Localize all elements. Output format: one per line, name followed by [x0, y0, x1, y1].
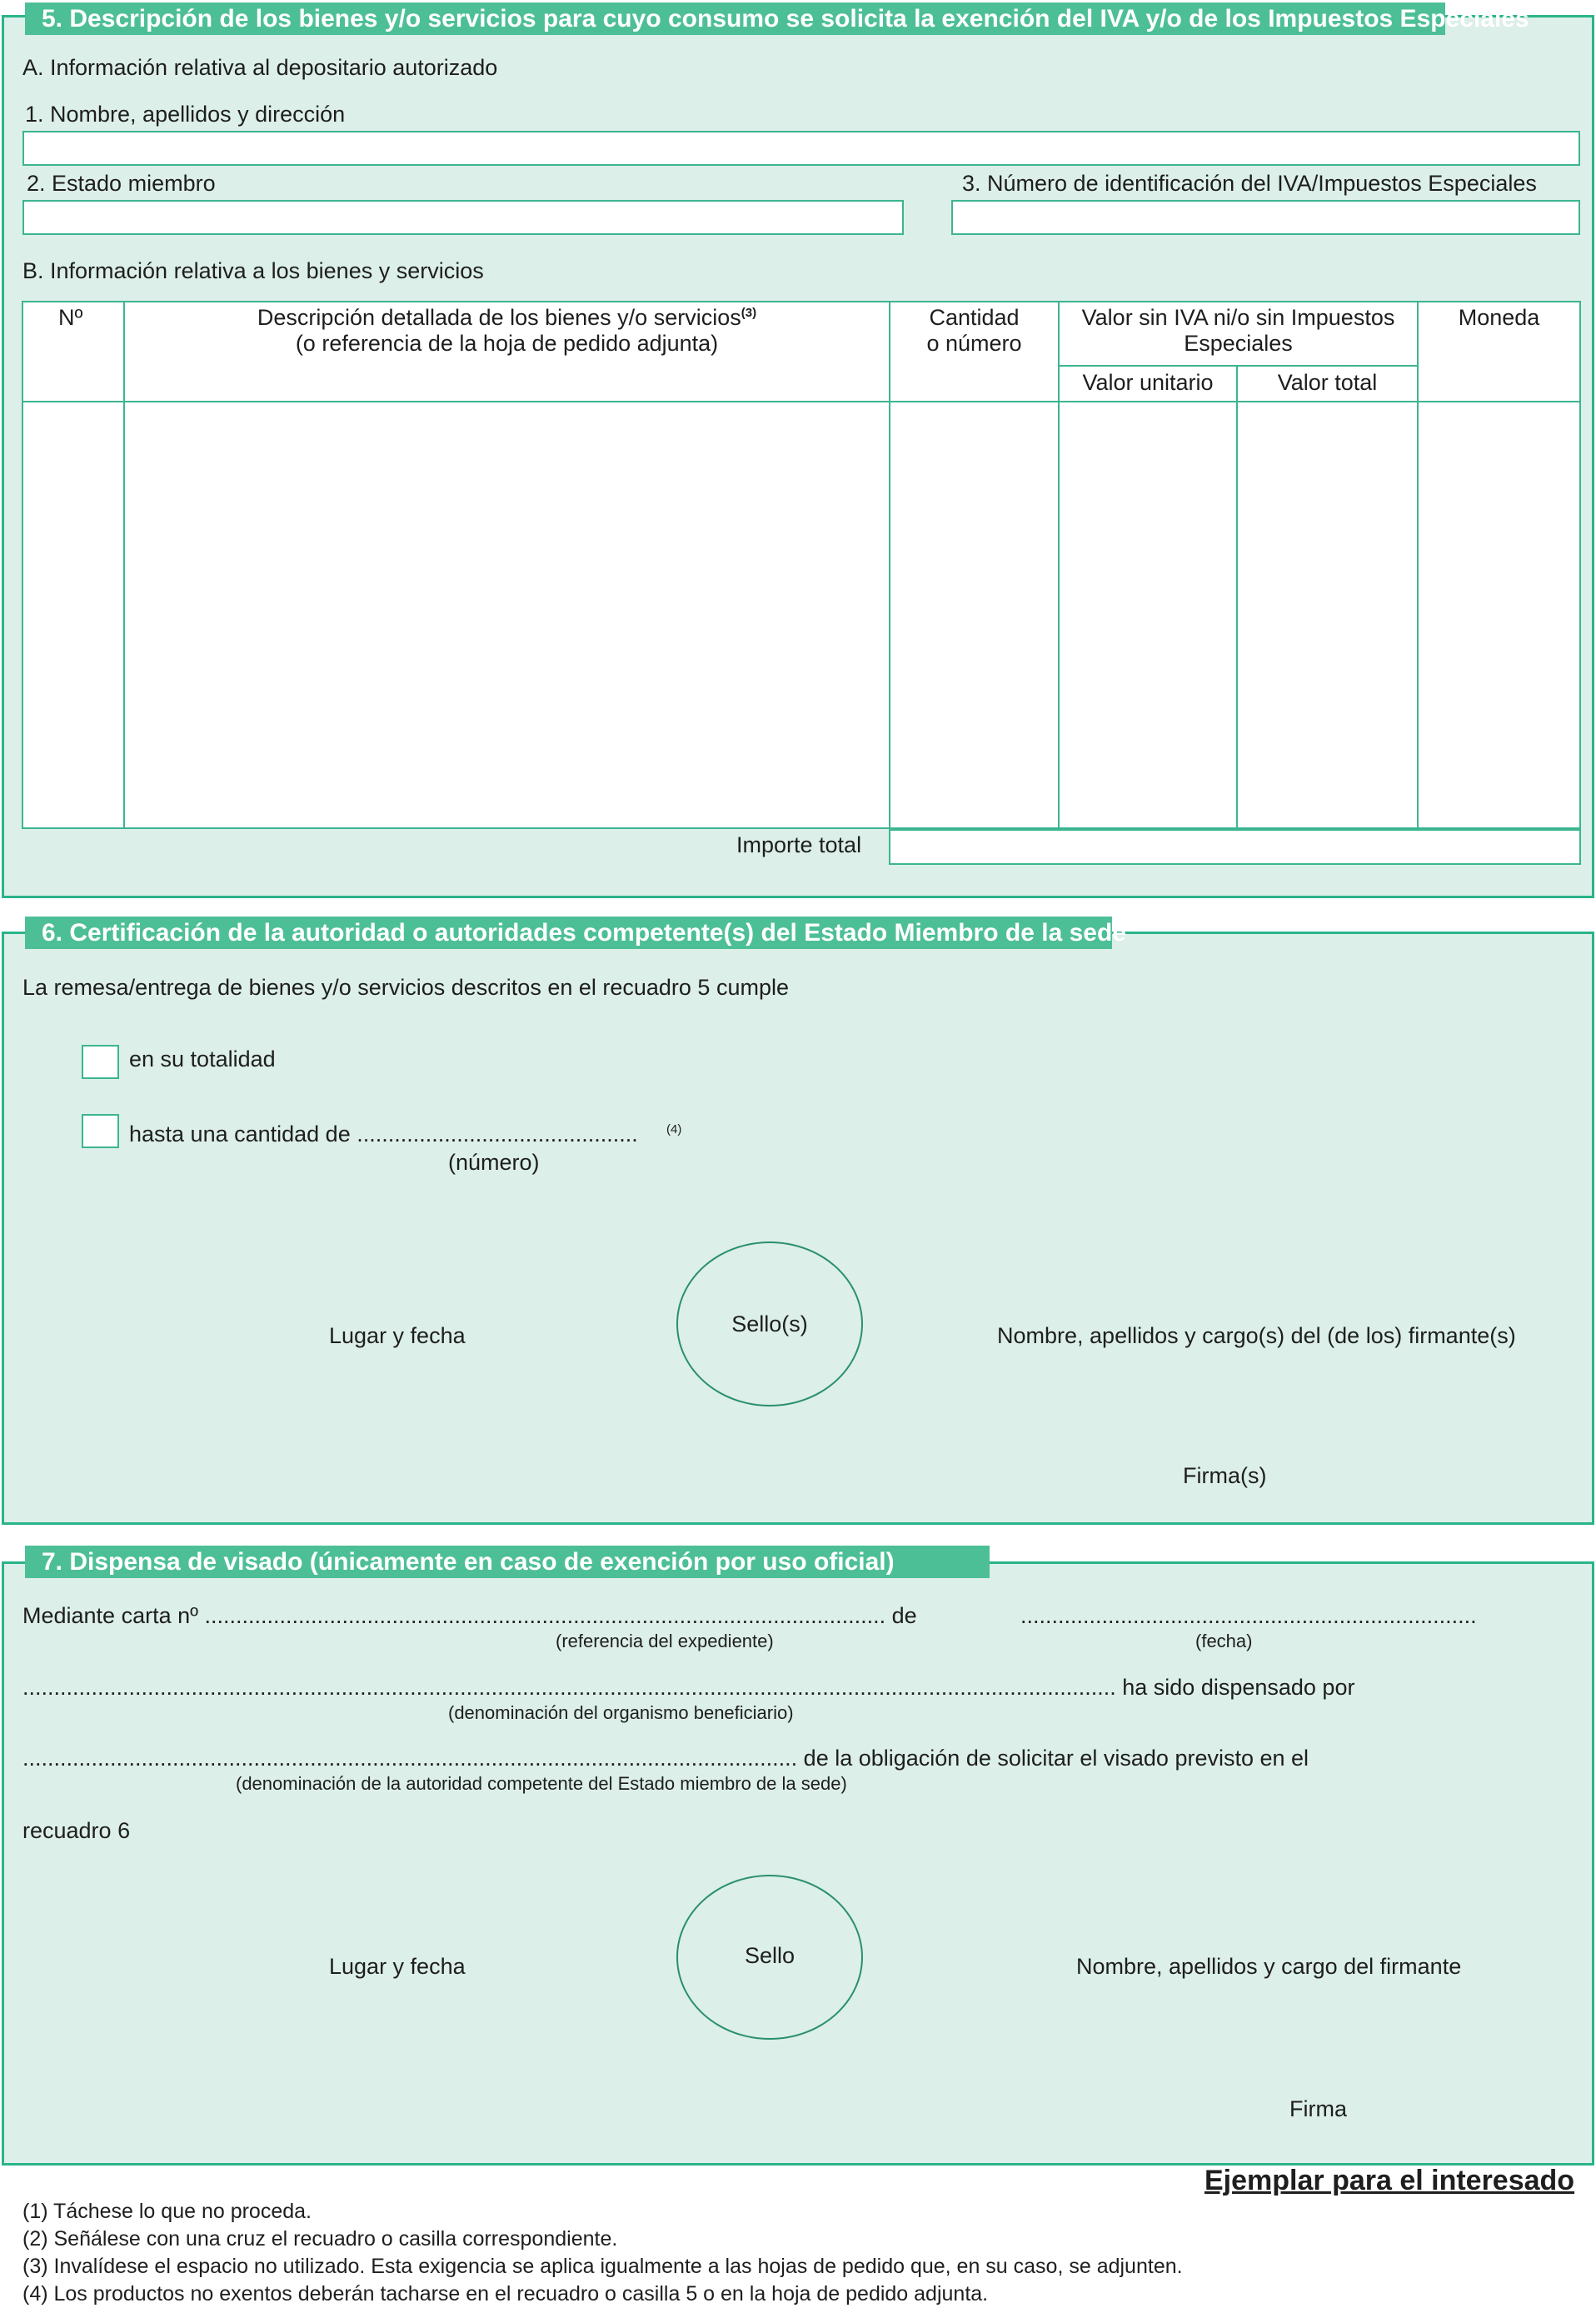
col-header-total-value: Valor total — [1277, 370, 1378, 395]
section-7-seal-label: Sello — [744, 1943, 796, 1968]
name-address-field[interactable] — [22, 131, 1580, 166]
vat-id-field[interactable] — [951, 200, 1580, 235]
col-header-description-sup: (3) — [741, 306, 757, 320]
section-7-signature: Firma — [1289, 2096, 1347, 2121]
letter-reference-sublabel: (referencia del expediente) — [556, 1631, 774, 1651]
field-1-label: 1. Nombre, apellidos y dirección — [25, 102, 346, 127]
col-divider-no — [123, 301, 125, 829]
col-header-description — [125, 305, 889, 357]
field-3-label: 3. Número de identificación del IVA/Impuestos Especiales — [962, 171, 1537, 196]
footnote-1: (1) Táchese lo que no proceda. — [22, 2200, 312, 2223]
col-header-description-line2: (o referencia de la hoja de pedido adjunta) — [295, 331, 719, 357]
section-6-place-date: Lugar y fecha — [329, 1323, 466, 1348]
section-5-title: 5. Descripción de los bienes y/o servicios para cuyo consumo se solicita la exención del IVA y/o de los Impuestos Especiales — [25, 2, 1445, 35]
section-7-place-date: Lugar y fecha — [329, 1954, 466, 1979]
col-header-quantity-line1: Cantidad — [929, 305, 1020, 330]
copy-label: Ejemplar para el interesado — [1204, 2165, 1575, 2196]
total-amount-field[interactable] — [889, 829, 1581, 865]
table-header-divider — [22, 401, 1581, 402]
checkbox-partial[interactable] — [82, 1114, 119, 1148]
beneficiary-sublabel: (denominación del organismo beneficiario) — [448, 1702, 794, 1723]
part-b-label: B. Información relativa a los bienes y servicios — [22, 258, 484, 283]
option-total-label: en su totalidad — [129, 1047, 276, 1072]
section-7-panel — [2, 1561, 1594, 2166]
col-header-unit-value: Valor unitario — [1082, 370, 1214, 395]
section-6-signature: Firma(s) — [1183, 1463, 1267, 1488]
field-2-label: 2. Estado miembro — [27, 171, 216, 196]
col-header-quantity-line2: o número — [926, 331, 1022, 357]
col-header-value-line1: Valor sin IVA ni/o sin Impuestos — [1081, 305, 1395, 330]
col-divider-total — [1417, 301, 1419, 829]
col-header-value-line2: Especiales — [1184, 331, 1293, 357]
footnote-4: (4) Los productos no exentos deberán tacharse en el recuadro o casilla 5 o en la hoja de pedido adjunta. — [22, 2282, 989, 2306]
option-partial-label: hasta una cantidad de ............................................. — [129, 1122, 638, 1147]
letter-date-sublabel: (fecha) — [1195, 1631, 1253, 1651]
authority-line-continuation: recuadro 6 — [22, 1818, 131, 1843]
authority-sublabel: (denominación de la autoridad competente del Estado miembro de la sede) — [236, 1773, 847, 1794]
section-7-title: 7. Dispensa de visado (únicamente en caso de exención por uso oficial) — [25, 1546, 990, 1578]
col-header-no: Nº — [58, 305, 83, 330]
beneficiary-line: ............................................................................................................................................................................... ha sido dispensado por — [22, 1675, 1355, 1700]
letter-line: Mediante carta nº ............................................................................................................. de — [22, 1603, 917, 1628]
section-6-signers: Nombre, apellidos y cargo(s) del (de los) firmante(s) — [997, 1323, 1516, 1348]
col-header-description-line1: Descripción detallada de los bienes y/o servicios — [257, 305, 741, 330]
col-header-value — [1060, 305, 1417, 357]
authority-line: ............................................................................................................................ de la obligación de solicitar el visado previsto en el — [22, 1746, 1309, 1771]
section-6-panel — [2, 932, 1594, 1525]
col-divider-desc — [889, 301, 890, 865]
value-subheader-divider — [1058, 365, 1419, 367]
checkbox-total[interactable] — [82, 1045, 119, 1079]
section-6-intro: La remesa/entrega de bienes y/o servicios descritos en el recuadro 5 cumple — [22, 975, 789, 1000]
footnote-3: (3) Invalídese el espacio no utilizado. Esta exigencia se aplica igualmente a las hojas de pedido que, en su caso, se adjunten. — [22, 2255, 1183, 2278]
option-partial-sublabel: (número) — [448, 1150, 540, 1175]
col-divider-unit — [1236, 365, 1238, 829]
col-header-currency: Moneda — [1458, 305, 1540, 330]
option-partial-footnote-ref: (4) — [666, 1122, 682, 1137]
footnote-2: (2) Señálese con una cruz el recuadro o casilla correspondiente. — [22, 2227, 618, 2251]
total-amount-label: Importe total — [736, 832, 862, 857]
section-6-seal-label: Sello(s) — [731, 1311, 808, 1336]
letter-date-dots: ......................................................................... — [1020, 1603, 1477, 1628]
col-header-quantity — [890, 305, 1058, 357]
section-7-signer: Nombre, apellidos y cargo del firmante — [1076, 1954, 1462, 1979]
part-a-label: A. Información relativa al depositario autorizado — [22, 55, 498, 80]
section-6-title: 6. Certificación de la autoridad o autoridades competente(s) del Estado Miembro de la sede — [25, 917, 1112, 949]
member-state-field[interactable] — [22, 200, 904, 235]
